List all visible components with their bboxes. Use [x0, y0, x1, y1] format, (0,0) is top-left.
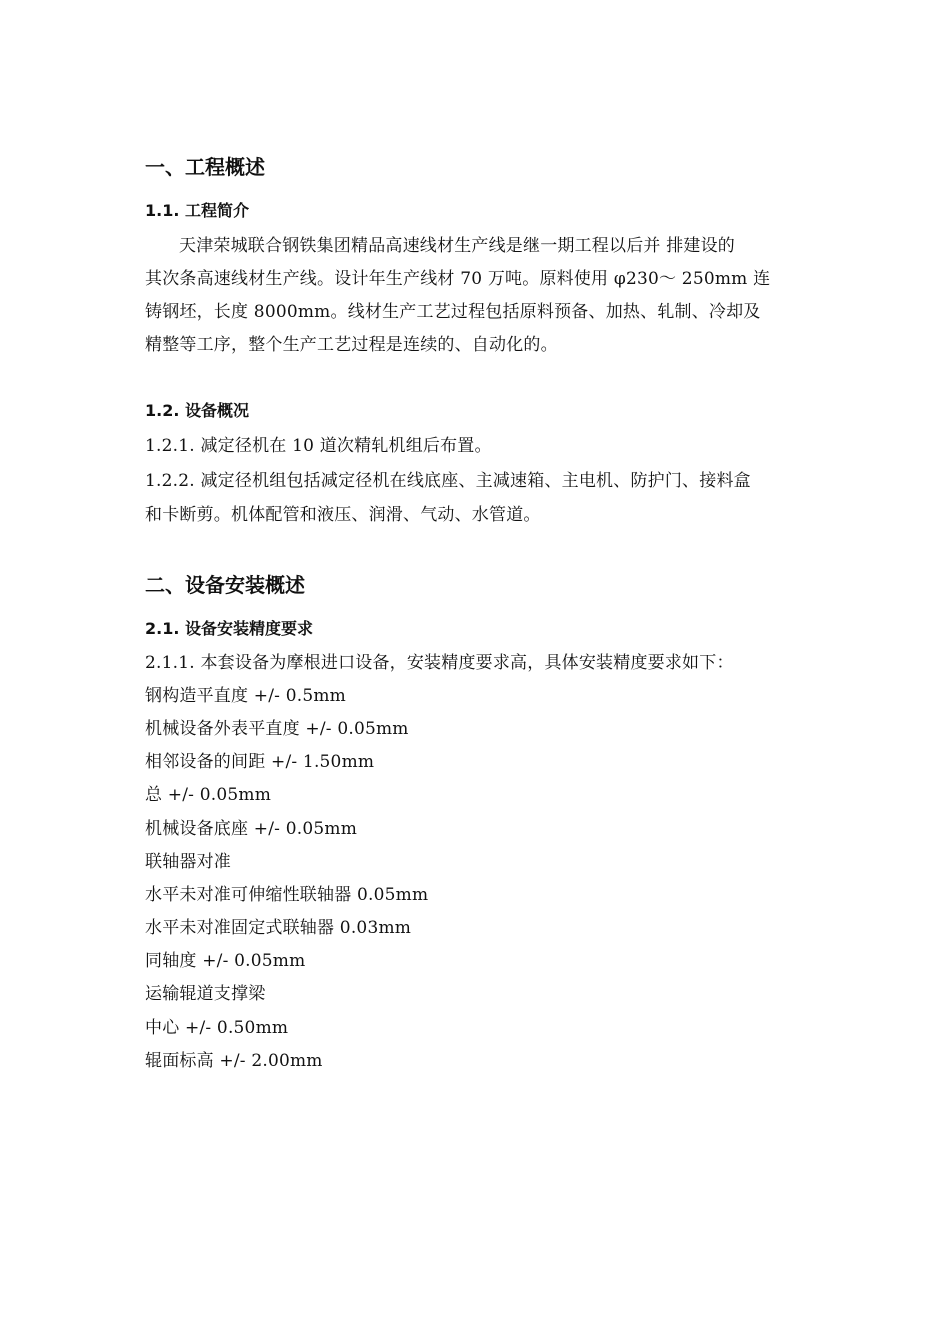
spec-item: 总 +/- 0.05mm: [145, 785, 272, 805]
list-item: 和卡断剪。机体配管和液压、润滑、气动、水管道。: [145, 505, 541, 525]
subsection-heading-1-2: 1.2. 设备概况: [145, 401, 249, 420]
section-heading-2: 二、设备安装概述: [145, 573, 305, 597]
spec-item: 辊面标高 +/- 2.00mm: [145, 1051, 323, 1071]
spec-item: 钢构造平直度 +/- 0.5mm: [145, 686, 346, 706]
spec-item: 运输辊道支撑梁: [145, 984, 266, 1004]
paragraph-line: 精整等工序，整个生产工艺过程是连续的、自动化的。: [145, 335, 558, 355]
paragraph-line: 铸钢坯，长度 8000mm。线材生产工艺过程包括原料预备、加热、轧制、冷却及: [145, 302, 761, 322]
paragraph-line: 其次条高速线材生产线。设计年生产线材 70 万吨。原料使用 φ230～ 250mm 连: [145, 269, 771, 289]
list-item: 1.2.2. 减定径机组包括减定径机在线底座、主减速箱、主电机、防护门、接料盒: [145, 471, 751, 491]
spec-item: 同轴度 +/- 0.05mm: [145, 951, 306, 971]
spec-item: 中心 +/- 0.50mm: [145, 1018, 289, 1038]
section-heading-1: 一、工程概述: [145, 155, 265, 179]
paragraph-line: 天津荣城联合钢铁集团精品高速线材生产线是继一期工程以后并 排建设的: [179, 236, 736, 256]
list-item: 1.2.1. 减定径机在 10 道次精轧机组后布置。: [145, 436, 492, 456]
spec-item: 机械设备外表平直度 +/- 0.05mm: [145, 719, 409, 739]
spec-item: 机械设备底座 +/- 0.05mm: [145, 819, 358, 839]
spec-item: 水平未对准可伸缩性联轴器 0.05mm: [145, 885, 429, 905]
spec-item: 水平未对准固定式联轴器 0.03mm: [145, 918, 412, 938]
spec-item: 联轴器对准: [145, 852, 231, 872]
spec-item: 相邻设备的间距 +/- 1.50mm: [145, 752, 375, 772]
intro-line: 2.1.1. 本套设备为摩根进口设备，安装精度要求高，具体安装精度要求如下：: [145, 653, 734, 673]
subsection-heading-1-1: 1.1. 工程简介: [145, 201, 249, 220]
subsection-heading-2-1: 2.1. 设备安装精度要求: [145, 619, 313, 638]
